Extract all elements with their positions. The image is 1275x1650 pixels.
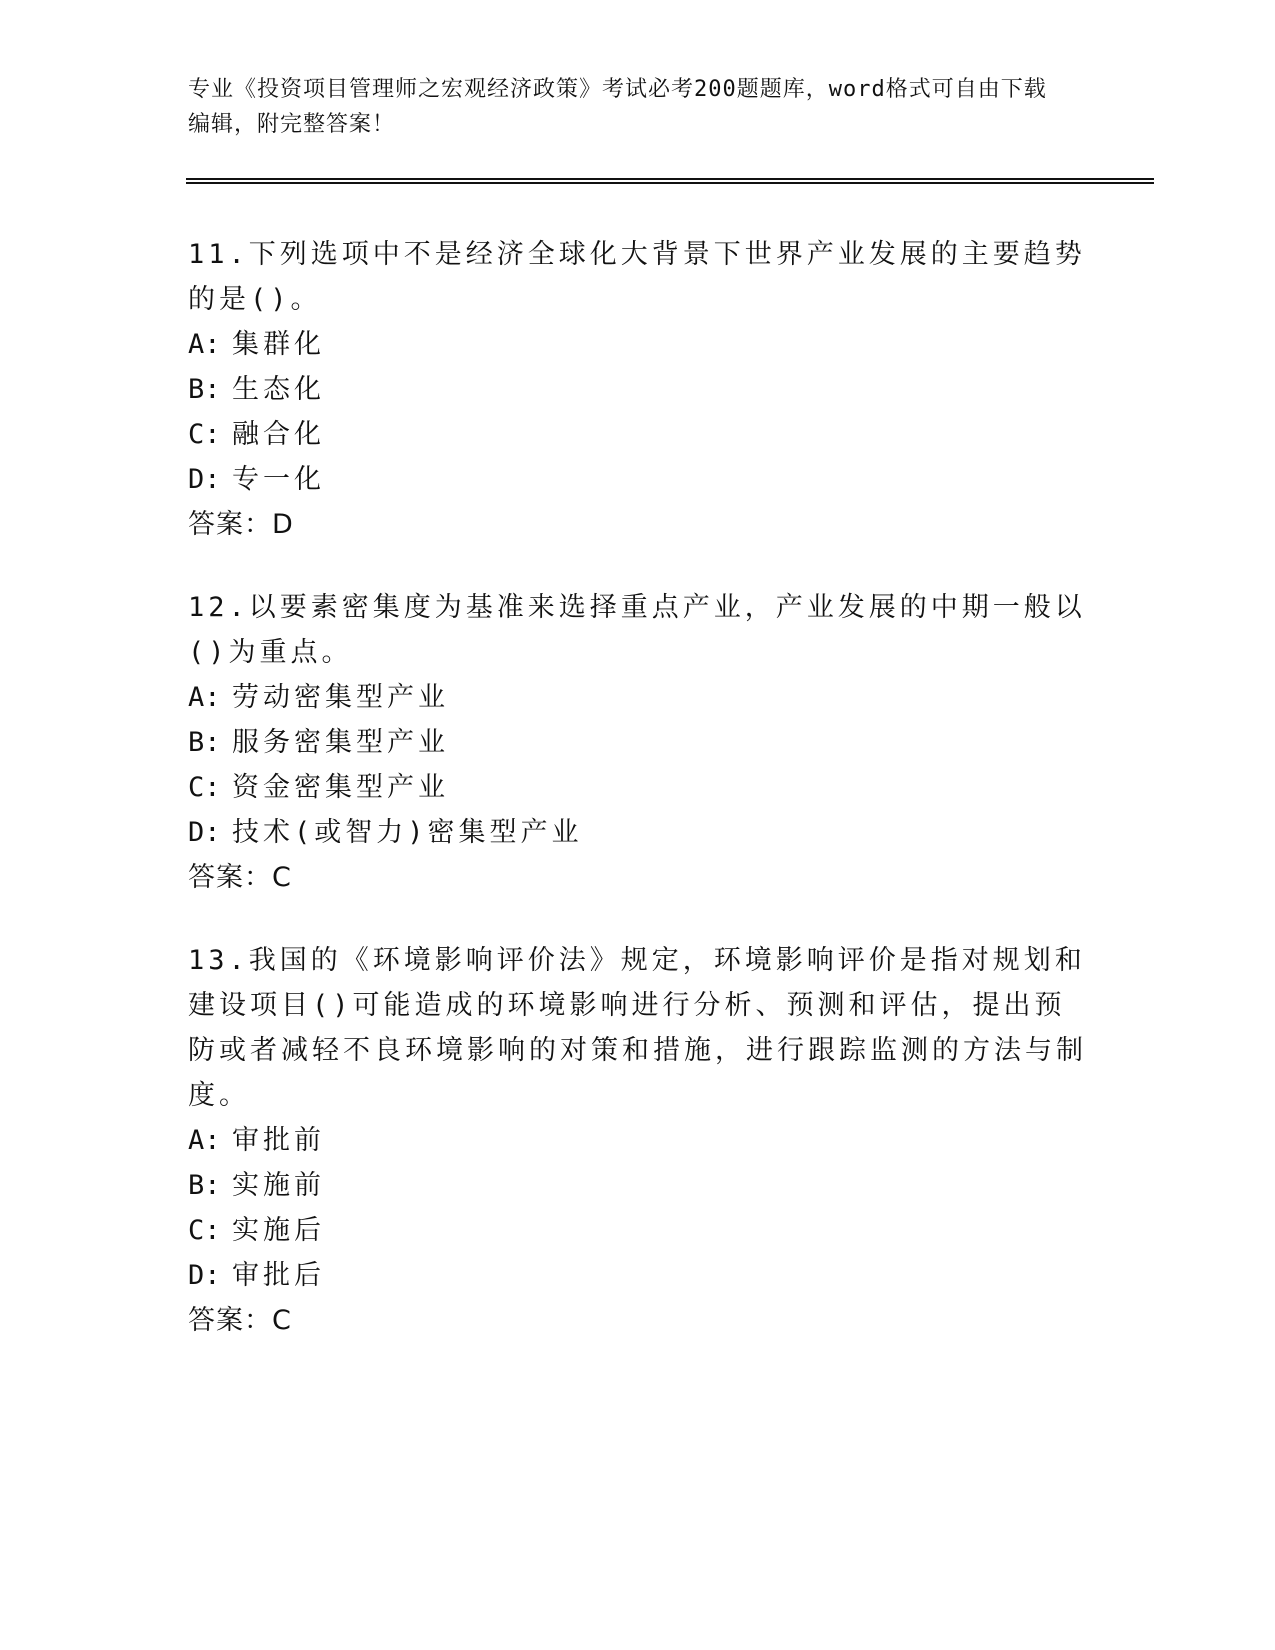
option-label: B: (188, 727, 221, 758)
question-13 (188, 938, 1088, 1343)
option-b (188, 367, 1088, 412)
option-text: 实施后 (232, 1215, 325, 1246)
question-11 (188, 232, 1088, 547)
question-stem: 11.下列选项中不是经济全球化大背景下世界产业发展的主要趋势的是()。 (188, 239, 1086, 315)
option-label: C: (188, 419, 221, 450)
option-label: D: (188, 1260, 221, 1291)
option-a (188, 322, 1088, 367)
option-a (188, 1118, 1088, 1163)
option-text: 集群化 (232, 329, 325, 360)
option-label: A: (188, 1125, 221, 1156)
option-text: 融合化 (232, 419, 325, 450)
document-intro: 专业《投资项目管理师之宏观经济政策》考试必考200题题库，word格式可自由下载编辑，附完整答案！ (188, 77, 1047, 137)
answer-line: 答案：C (188, 862, 292, 893)
option-text: 专一化 (232, 464, 325, 495)
option-label: A: (188, 329, 221, 360)
option-label: D: (188, 817, 221, 848)
option-label: B: (188, 1170, 221, 1201)
option-d (188, 1253, 1088, 1298)
option-text: 服务密集型产业 (232, 727, 449, 758)
answer-line: 答案：C (188, 1305, 292, 1336)
option-d (188, 810, 1088, 855)
header-divider (186, 178, 1154, 184)
question-12 (188, 585, 1088, 900)
option-a (188, 675, 1088, 720)
question-stem: 13.我国的《环境影响评价法》规定，环境影响评价是指对规划和建设项目()可能造成的环境影响进行分析、预测和评估，提出预防或者减轻不良环境影响的对策和措施，进行跟踪监测的方法与制度。 (188, 945, 1087, 1111)
option-c (188, 765, 1088, 810)
option-text: 实施前 (232, 1170, 325, 1201)
answer-line: 答案：D (188, 509, 294, 540)
option-text: 资金密集型产业 (232, 772, 449, 803)
option-text: 劳动密集型产业 (232, 682, 449, 713)
option-label: D: (188, 464, 221, 495)
question-stem: 12.以要素密集度为基准来选择重点产业，产业发展的中期一般以()为重点。 (188, 592, 1086, 668)
option-label: C: (188, 1215, 221, 1246)
option-label: B: (188, 374, 221, 405)
option-b (188, 720, 1088, 765)
option-c (188, 1208, 1088, 1253)
option-text: 生态化 (232, 374, 325, 405)
option-label: C: (188, 772, 221, 803)
option-label: A: (188, 682, 221, 713)
option-text: 审批前 (232, 1125, 325, 1156)
question-list (188, 232, 1088, 1381)
option-text: 审批后 (232, 1260, 325, 1291)
option-text: 技术(或智力)密集型产业 (232, 817, 583, 848)
option-d (188, 457, 1088, 502)
option-c (188, 412, 1088, 457)
option-b (188, 1163, 1088, 1208)
